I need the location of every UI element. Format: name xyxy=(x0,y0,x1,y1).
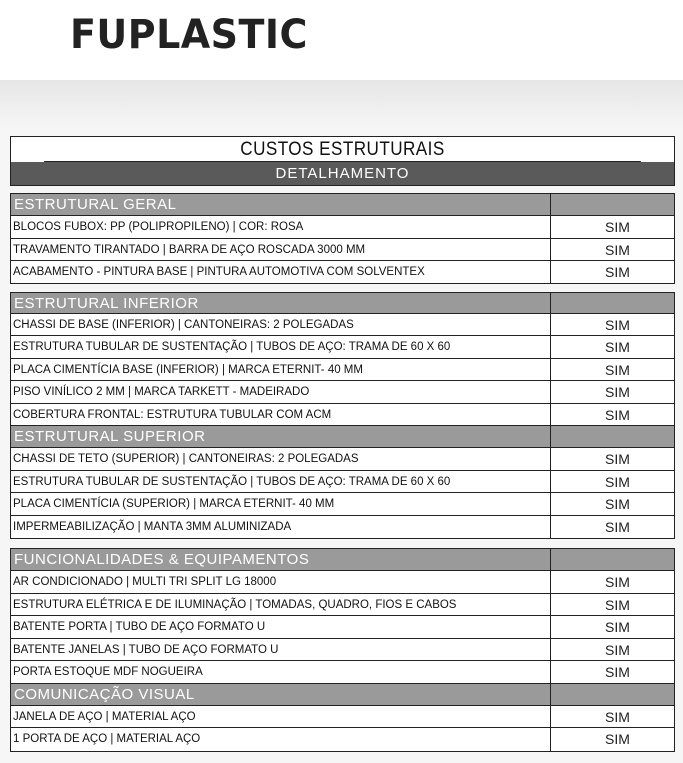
item-description: AR CONDICIONADO | MULTI TRI SPLIT LG 18000 xyxy=(11,571,551,593)
item-value: SIM xyxy=(605,708,630,725)
item-description: PLACA CIMENTÍCIA (SUPERIOR) | MARCA ETERNIT- 40 MM xyxy=(11,493,551,515)
header-shadow xyxy=(0,80,683,130)
item-description: PLACA CIMENTÍCIA BASE (INFERIOR) | MARCA ETERNIT- 40 MM xyxy=(11,359,551,381)
item-value: SIM xyxy=(605,406,630,423)
item-description: CHASSI DE TETO (SUPERIOR) | CANTONEIRAS: 2 POLEGADAS xyxy=(11,448,551,470)
table-row xyxy=(11,216,674,239)
item-value: SIM xyxy=(605,241,630,258)
item-value: SIM xyxy=(605,339,630,355)
item-value: SIM xyxy=(605,619,630,635)
section-title: FUNCIONALIDADES & EQUIPAMENTOS xyxy=(11,549,551,570)
item-description: COBERTURA FRONTAL: ESTRUTURA TUBULAR COM ACM xyxy=(11,404,551,426)
item-value: SIM xyxy=(605,473,630,490)
item-value: SIM xyxy=(605,361,630,378)
table-row xyxy=(11,336,674,359)
table-row xyxy=(11,616,674,639)
table-row xyxy=(11,639,674,662)
table-row xyxy=(11,493,674,516)
table-row xyxy=(11,571,674,594)
item-description: BATENTE JANELAS | TUBO DE AÇO FORMATO U xyxy=(11,639,551,661)
item-description: JANELA DE AÇO | MATERIAL AÇO xyxy=(11,706,551,728)
table-row xyxy=(11,728,674,751)
item-value: SIM xyxy=(605,596,630,613)
item-description: ESTRUTURA ELÉTRICA E DE ILUMINAÇÃO | TOMADAS, QUADRO, FIOS E CABOS xyxy=(11,594,551,616)
item-description: ACABAMENTO - PINTURA BASE | PINTURA AUTOMOTIVA COM SOLVENTEX xyxy=(11,261,551,283)
table-funcionalidades xyxy=(10,548,675,752)
table-row xyxy=(11,516,674,539)
item-description: PISO VINÍLICO 2 MM | MARCA TARKETT - MADEIRADO xyxy=(11,381,551,403)
header-table xyxy=(10,136,675,186)
section-title: ESTRUTURAL SUPERIOR xyxy=(11,426,551,447)
section-title: ESTRUTURAL INFERIOR xyxy=(11,293,551,313)
table-row xyxy=(11,261,674,284)
section-header xyxy=(11,684,674,706)
item-description: ESTRUTURA TUBULAR DE SUSTENTAÇÃO | TUBOS DE AÇO: TRAMA DE 60 X 60 xyxy=(11,336,551,358)
section-header xyxy=(11,194,674,216)
table-row xyxy=(11,404,674,427)
section-title: ESTRUTURAL GERAL xyxy=(11,194,551,215)
table-row xyxy=(11,448,674,471)
logo: FUPLASTIC xyxy=(70,12,308,58)
item-description: ESTRUTURA TUBULAR DE SUSTENTAÇÃO | TUBOS DE AÇO: TRAMA DE 60 X 60 xyxy=(11,471,551,493)
table-row xyxy=(11,381,674,404)
item-description: BLOCOS FUBOX: PP (POLIPROPILENO) | COR: ROSA xyxy=(11,216,551,238)
item-description: IMPERMEABILIZAÇÃO | MANTA 3MM ALUMINIZADA xyxy=(11,516,551,539)
item-description: CHASSI DE BASE (INFERIOR) | CANTONEIRAS: 2 POLEGADAS xyxy=(11,314,551,336)
item-value: SIM xyxy=(605,316,630,333)
table-geral xyxy=(10,193,675,539)
table-row xyxy=(11,471,674,494)
section-header xyxy=(11,549,674,571)
table-row xyxy=(11,594,674,617)
item-value: SIM xyxy=(605,518,630,535)
subtitle: DETALHAMENTO xyxy=(11,162,674,185)
table-row xyxy=(11,359,674,382)
item-value: SIM xyxy=(605,496,630,512)
item-value: SIM xyxy=(605,574,630,590)
item-value: SIM xyxy=(605,664,630,680)
item-value: SIM xyxy=(605,731,630,747)
section-header xyxy=(11,426,674,448)
item-value: SIM xyxy=(605,264,630,280)
section-header xyxy=(11,292,674,314)
item-description: BATENTE PORTA | TUBO DE AÇO FORMATO U xyxy=(11,616,551,638)
table-row xyxy=(11,239,674,262)
item-description: TRAVAMENTO TIRANTADO | BARRA DE AÇO ROSCADA 3000 MM xyxy=(11,239,551,261)
table-row xyxy=(11,706,674,729)
item-value: SIM xyxy=(605,451,630,467)
page-title: CUSTOS ESTRUTURAIS xyxy=(44,137,641,162)
item-description: 1 PORTA DE AÇO | MATERIAL AÇO xyxy=(11,728,551,751)
table-row xyxy=(11,314,674,337)
table-row xyxy=(11,661,674,684)
item-value: SIM xyxy=(605,219,630,235)
section-title: COMUNICAÇÃO VISUAL xyxy=(11,684,551,705)
item-description: PORTA ESTOQUE MDF NOGUEIRA xyxy=(11,661,551,683)
item-value: SIM xyxy=(605,641,630,658)
item-value: SIM xyxy=(605,384,630,400)
